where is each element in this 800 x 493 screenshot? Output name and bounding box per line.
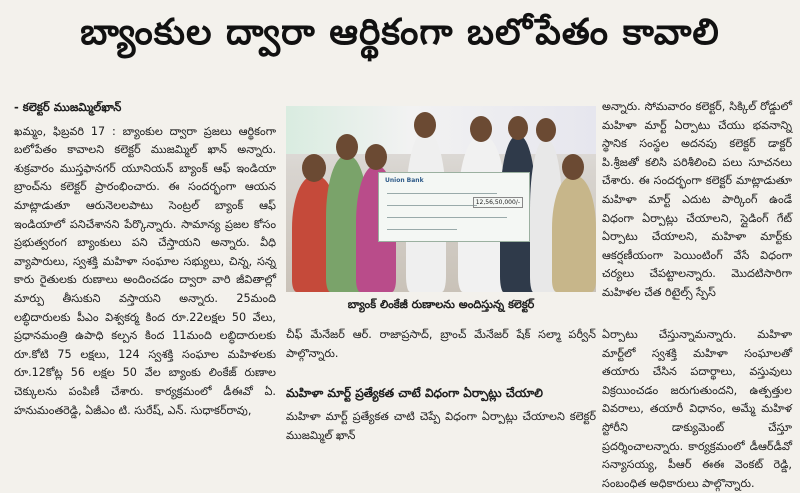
person-head: [470, 116, 492, 142]
person-head: [536, 118, 556, 142]
article-body-right: అన్నారు. సోమవారం కలెక్టర్, సిక్కిల్ రోడ్డులో మహిళా మార్ట్ ఏర్పాటు చేయు భవనాన్ని స్థానిక సంస్థల అదనపు కలెక్టర్ డాక్టర్ పి.శ్రీజతో కలిసి పరిశీలించి పలు సూచనలు చేశారు. ఈ సందర్భంగా కలెక్టర్ మాట్లాడుతూ మహిళా మార్ట్ ఎదుట పార్కింగ్ ఉండే విధంగా ఏర్పాట్లు చేయాలని, స్లైడింగ్ గేట్ ఏర్పాటు చేయాలని, మహిళా మార్ట్‌కు ఆకర్షణీయంగా పెయింటింగ్ వేసే విధంగా చర్యలు చేపట్టాలన్నారు. మొదటిసారిగా మహిళల చేత రిటైల్స్ స్పేస్: [602, 100, 792, 299]
article-column-left: [14, 98, 276, 476]
article-column-bottom-left: [286, 382, 596, 478]
article-body-bottom-left: మహిళా మార్ట్ ప్రత్యేకత చాటి చెప్పే విధంగా ఏర్పాట్లు చేయాలని కలెక్టర్ ముజమ్మిల్ ఖాన్: [286, 410, 596, 442]
cheque-line: [387, 193, 497, 194]
cheque-line: [387, 217, 507, 218]
bank-cheque: [378, 172, 530, 242]
person-figure: [552, 176, 596, 292]
article-body-left: ఖమ్మం, ఫిబ్రవరి 17 : బ్యాంకుల ద్వారా ప్రజలు ఆర్థికంగా బలోపేతం కావాలని కలెక్టర్ ముజమ్మిల్ ఖాన్ అన్నారు. శుక్రవారం ముస్తఫానగర్ యూనియన్ బ్యాంక్ ఆఫ్ ఇండియా బ్రాంచ్‌ను కలెక్టర్ ప్రారంభించారు. ఈ సందర్భంగా ఆయన మాట్లాడుతూ ఆరునెలలపాటు సెంట్రల్ బ్యాంక్ ఆఫ్ ఇండియాలో పనిచేశానని పేర్కొన్నారు. సామాన్య ప్రజల కోసం ప్రభుత్వరంగ బ్యాంకులు పని చేస్తాయని అన్నారు. వీధి వ్యాపారులు, స్వశక్తి మహిళా సంఘాల సభ్యులు, చిన్న, సన్న కారు రైతులకు రుణాలు అందించడం ద్వారా వారి జీవితాల్లో మార్పు తీసుకుని వస్తాయని అన్నారు. 25మంది లబ్ధిదారులకు పీఎం విశ్వకర్మ కింద రూ.22లక్షల 50 వేలు, ప్రధానమంత్రి ఉపాధి కల్పన కింద 11మంది లబ్ధిదారులకు రూ.కోటి 75 లక్షలు, 124 స్వశక్తి సంఘాల మహిళలకు రూ.12కోట్ల 56 లక్షల 50 వేల బ్యాంకు లింకేజ్ రుణాల చెక్కులను పంపిణీ చేశారు. కార్యక్రమంలో డీఈవో ఏ. హనుమంతరెడ్డి, ఏజీఎం టి. సురేష్, ఎన్. సుధాకర్‌రావు,: [14, 124, 276, 417]
byline: - కలెక్టర్ ముజమ్మిల్‌ఖాన్: [14, 100, 122, 114]
person-head: [336, 134, 358, 160]
subheading: మహిళా మార్ట్ ప్రత్యేకత చాటే విధంగా ఏర్పాట్లు చేయాలి: [286, 386, 543, 400]
person-head: [562, 154, 584, 180]
news-photo: [286, 106, 596, 292]
cheque-bank-label: Union Bank: [385, 177, 424, 184]
article-column-bottom-right: [602, 326, 792, 490]
article-body-bottom-right: ఏర్పాటు చేస్తున్నామన్నారు. మహిళా మార్ట్‌లో స్వశక్తి మహిళా సంఘాలతో తయారు చేసిన పదార్థాలు, వస్తువులు విక్రయించడం జరుగుతుందని, ఉత్పత్తుల వివరాలు, తయారీ విధానం, అమ్మే మహిళ స్టోరీని డాక్యుమెంట్ చేస్తూ ప్రదర్శించాలన్నారు. కార్యక్రమంలో డీఆర్‌డీవో సన్యాసయ్య, పీఆర్ ఈఈ వెంకట్ రెడ్డి, సంబంధిత అధికారులు పాల్గొన్నారు.: [602, 328, 792, 490]
cheque-amount-box: 12,56,50,000/-: [473, 197, 523, 208]
person-head: [302, 154, 326, 182]
article-column-mid: [286, 326, 596, 378]
headline: బ్యాంకుల ద్వారా ఆర్థికంగా బలోపేతం కావాలి: [80, 12, 720, 53]
person-head: [414, 112, 436, 138]
person-head: [365, 144, 387, 170]
cheque-line: [387, 205, 477, 206]
cheque-line: [387, 229, 457, 230]
photo-caption: బ్యాంక్ లింకేజీ రుణాలను అందిస్తున్న కలెక్టర్: [347, 298, 535, 311]
article-body-mid: చీఫ్ మేనేజర్ ఆర్. రాజాప్రసాద్, బ్రాంచ్ మేనేజర్ షేక్ సల్మా పర్వీన్ పాల్గొన్నారు.: [286, 328, 596, 360]
person-head: [508, 116, 528, 140]
